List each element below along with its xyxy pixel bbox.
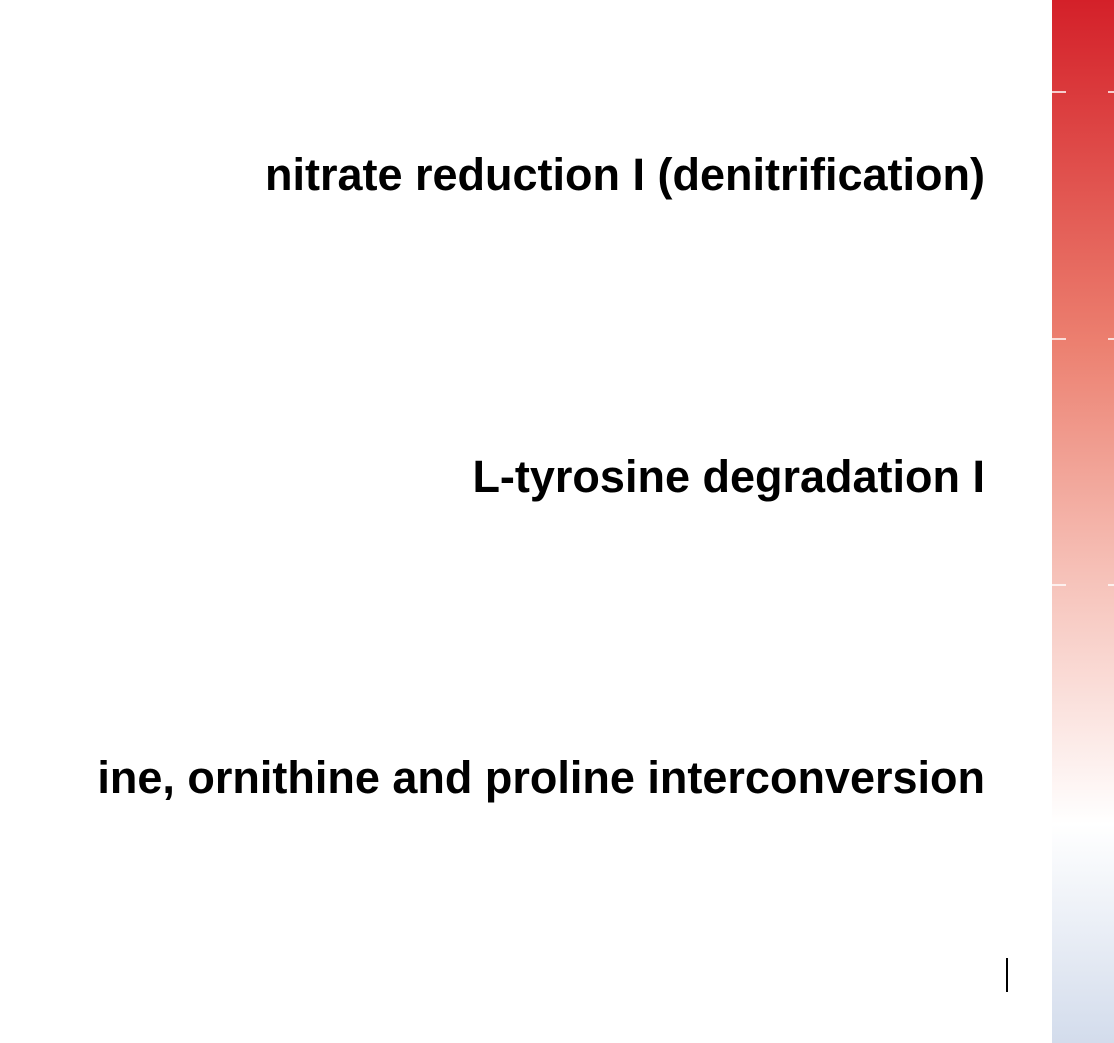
row-label-nitrate-reduction: nitrate reduction I (denitrification): [264, 149, 985, 200]
colorbar-gradient: [1052, 0, 1114, 1043]
row-label-ornithine-proline-interconversion: ine, ornithine and proline interconversion: [97, 752, 985, 803]
row-label-l-tyrosine-degradation: L-tyrosine degradation I: [472, 451, 985, 502]
heatmap-cell-edge: [1006, 958, 1008, 992]
colorbar: [1052, 0, 1114, 1043]
